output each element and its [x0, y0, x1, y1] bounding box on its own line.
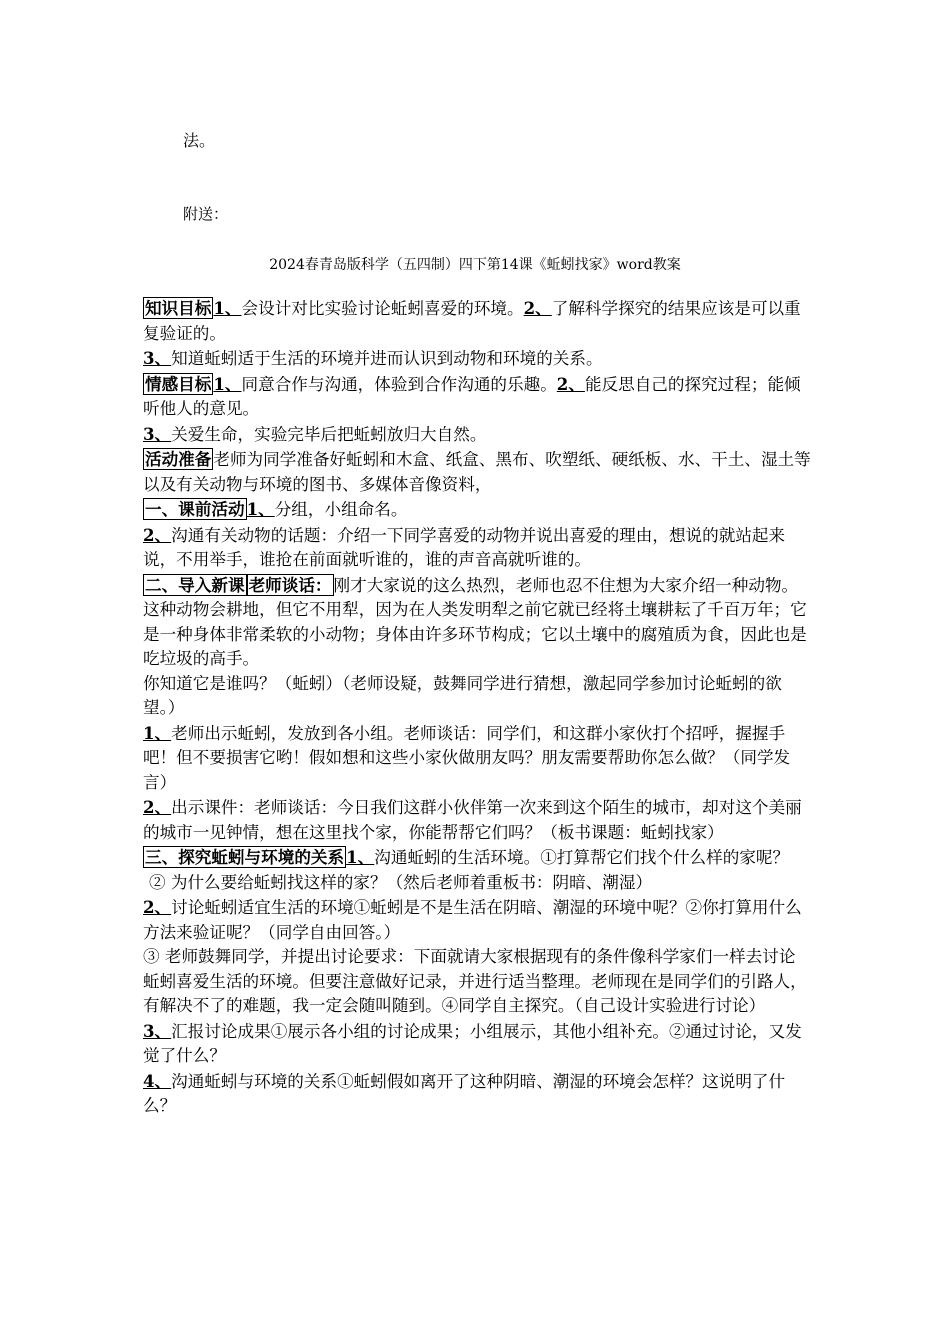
emotion-objective-3: [143, 422, 811, 448]
item-text: 知道蚯蚓适于生活的环境并进而认识到动物和环境的关系。: [171, 349, 603, 368]
appendix-label: 附送：: [183, 205, 229, 223]
item-text: 老师出示蚯蚓，发放到各小组。老师谈话：同学们，和这群小家伙打个招呼，握握手吧！但不要损害它哟！假如想和这些小家伙做朋友吗？朋友需要帮助你怎么做？（同学发言）: [143, 723, 791, 792]
section-label-explore: 三、探究蚯蚓与环境的关系: [145, 847, 345, 867]
intro-paragraph: 这种动物会耕地，但它不用犁，因为在人类发明犁之前它就已经将土壤耕耘了千百万年；它是一种身体非常柔软的小动物；身体由许多环节构成；它以土壤中的腐殖质为食，因此也是吃垃圾的高手。: [143, 600, 807, 668]
section-label-knowledge: 知识目标: [145, 298, 212, 318]
item-text: 汇报讨论成果①展示各小组的讨论成果；小组展示，其他小组补充。②通过讨论，又发觉了什么？: [143, 1021, 802, 1065]
item-number: 3、: [143, 348, 172, 368]
knowledge-objective-3: [143, 346, 811, 372]
prep-text: 老师为同学准备好蚯蚓和木盒、纸盒、黑布、吹塑纸、硬纸板、水、干土、湿土等以及有关动物与环境的图书、多媒体音像资料，: [143, 450, 811, 494]
item-number: 1、: [213, 298, 242, 318]
item-text: 沟通蚯蚓的生活环境。①打算帮它们找个什么样的家呢？: [374, 848, 790, 867]
pre-class-item-2: [143, 523, 811, 573]
item-text: 沟通有关动物的话题：介绍一下同学喜爱的动物并说出喜爱的理由，想说的就站起来说，不用举手，谁抢在前面就听谁的，谁的声音高就听谁的。: [143, 525, 786, 569]
item-number: 2、: [143, 797, 172, 817]
activity-preparation: [143, 447, 811, 497]
explore-section: [143, 845, 811, 871]
section-label-prep: 活动准备: [145, 449, 212, 469]
intro-item-2: [143, 795, 811, 845]
section-label-emotion: 情感目标: [145, 373, 212, 394]
document-title: 2024春青岛版科学（五四制）四下第14课《蚯蚓找家》word教案: [269, 257, 681, 273]
explore-item-4: [143, 1069, 811, 1119]
item-number: 4、: [143, 1070, 172, 1091]
explore-item-3: [143, 1019, 811, 1069]
item-number: 1、: [246, 499, 275, 519]
section-label-intro: 二、导入新课: [145, 574, 245, 595]
item-number: 2、: [556, 373, 585, 394]
item-number: 2、: [143, 524, 172, 545]
item-text: 同意合作与沟通，体验到合作沟通的乐趣。: [241, 374, 557, 394]
intro-question: 你知道它是谁吗？（蚯蚓）（老师设疑，鼓舞同学进行猜想，激起同学参加讨论蚯蚓的欲望。）: [143, 673, 782, 717]
explore-item-1b: ② 为什么要给蚯蚓找这样的家？（然后老师着重板书：阴暗、潮湿）: [149, 872, 653, 892]
item-text: 关爱生命，实验完毕后把蚯蚓放归大自然。: [171, 424, 487, 444]
item-text: 会设计对比实验讨论蚯蚓喜爱的环境。: [241, 299, 524, 318]
item-text: 沟通蚯蚓与环境的关系①蚯蚓假如离开了这种阴暗、潮湿的环境会怎样？这说明了什么？: [143, 1071, 786, 1115]
explore-item-2b: ③ 老师鼓舞同学，并提出讨论要求：下面就请大家根据现有的条件像科学家们一样去讨论蚯蚓喜爱生活的环境。但要注意做好记录，并进行适当整理。老师现在是同学们的引路人，有解决不了的难题，我一定会随叫随到。④同学自主探究。（自己设计实验进行讨论）: [143, 947, 807, 1015]
knowledge-objectives: [143, 296, 811, 346]
pre-class-activity: [143, 497, 811, 523]
item-text: 了解科学探究的结果应该是可以重复验证的。: [143, 299, 801, 343]
item-number: 2、: [143, 897, 172, 917]
item-number: 3、: [143, 423, 172, 444]
item-number: 1、: [143, 722, 172, 743]
item-number: 2、: [523, 298, 552, 318]
item-text: 讨论蚯蚓适宜生活的环境①蚯蚓是不是生活在阴暗、潮湿的环境中呢？②你打算用什么方法来验证呢？（同学自由回答。）: [143, 898, 802, 942]
explore-item-2: [143, 895, 811, 945]
fragment-text: 法。: [183, 131, 216, 150]
intro-section: [143, 573, 811, 599]
teacher-talk-text: 刚才大家说的这么热烈，老师也忍不住想为大家介绍一种动物。: [333, 575, 799, 595]
item-number: 1、: [346, 847, 375, 867]
item-text: 分组，小组命名。: [274, 500, 408, 519]
intro-item-1: [143, 721, 811, 796]
teacher-talk-label: 老师谈话：: [248, 574, 332, 595]
section-label-pre-class: 一、课前活动: [145, 499, 245, 519]
item-text: 出示课件：老师谈话：今日我们这群小伙伴第一次来到这个陌生的城市，却对这个美丽的城市一见钟情，想在这里找个家，你能帮帮它们吗？（板书课题：蚯蚓找家）: [143, 798, 802, 842]
lesson-plan-body: [143, 296, 811, 1119]
item-number: 1、: [213, 373, 242, 394]
item-text: 能反思自己的探究过程；能倾听他人的意见。: [143, 374, 801, 418]
emotion-objectives: [143, 372, 811, 422]
item-number: 3、: [143, 1020, 172, 1041]
